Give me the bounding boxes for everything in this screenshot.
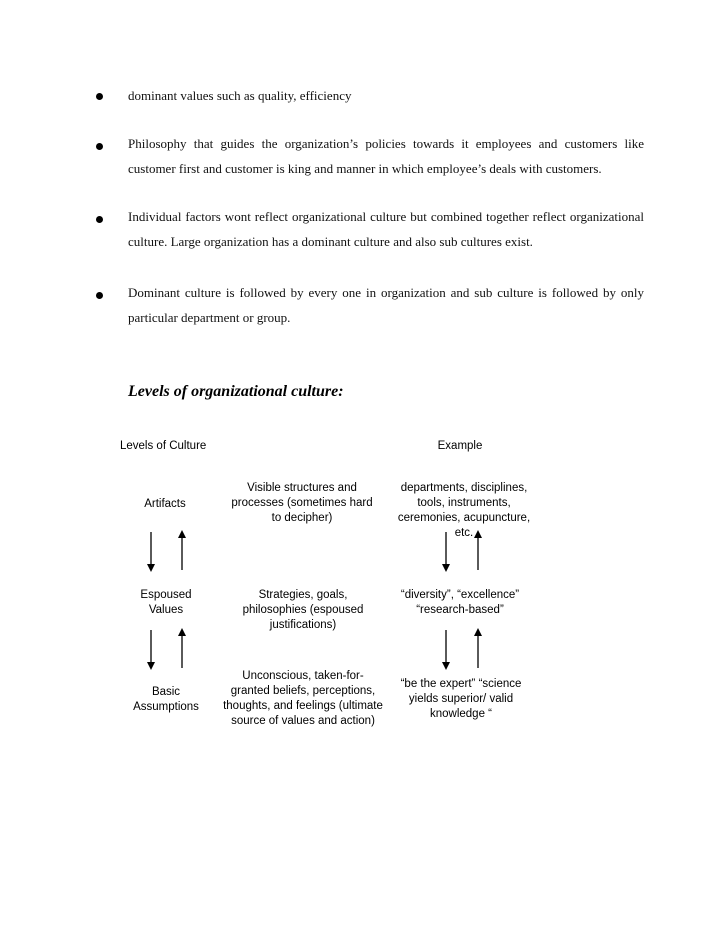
level-description-artifacts: Visible structures and processes (sometimes hard to decipher): [231, 482, 373, 524]
header-example: Example: [437, 440, 483, 452]
bullet-text: Philosophy that guides the organization’s policies towards it employees and customers like customer first and customer is king and manner in which employee’s deals with customers.: [128, 136, 644, 176]
level-example-espoused-values: “diversity”, “excellence” “research-based”: [400, 589, 520, 616]
section-heading: Levels of organizational culture:: [128, 383, 344, 400]
level-description-basic-assumptions: Unconscious, taken-for-granted beliefs, perceptions, thoughts, and feelings (ultimate source of values and action): [223, 670, 383, 727]
level-example-artifacts: departments, disciplines, tools, instruments, ceremonies, acupuncture, etc.: [397, 482, 531, 539]
level-name-artifacts: Artifacts: [144, 498, 186, 510]
level-name-espoused-values: Espoused Values: [140, 589, 192, 616]
level-example-basic-assumptions: “be the expert” “science yields superior/ valid knowledge “: [400, 678, 522, 720]
bullet-text: dominant values such as quality, efficiency: [128, 88, 352, 103]
level-description-espoused-values: Strategies, goals, philosophies (espoused justifications): [242, 589, 364, 631]
header-levels-of-culture: Levels of Culture: [120, 440, 207, 452]
bullet-text: Individual factors wont reflect organizational culture but combined together reflect organizational culture. Large organization has a dominant culture and also sub cultures exist.: [128, 209, 644, 249]
level-name-basic-assumptions: Basic Assumptions: [133, 686, 199, 713]
bullet-text: Dominant culture is followed by every one in organization and sub culture is followed by only particular department or group.: [128, 285, 644, 325]
